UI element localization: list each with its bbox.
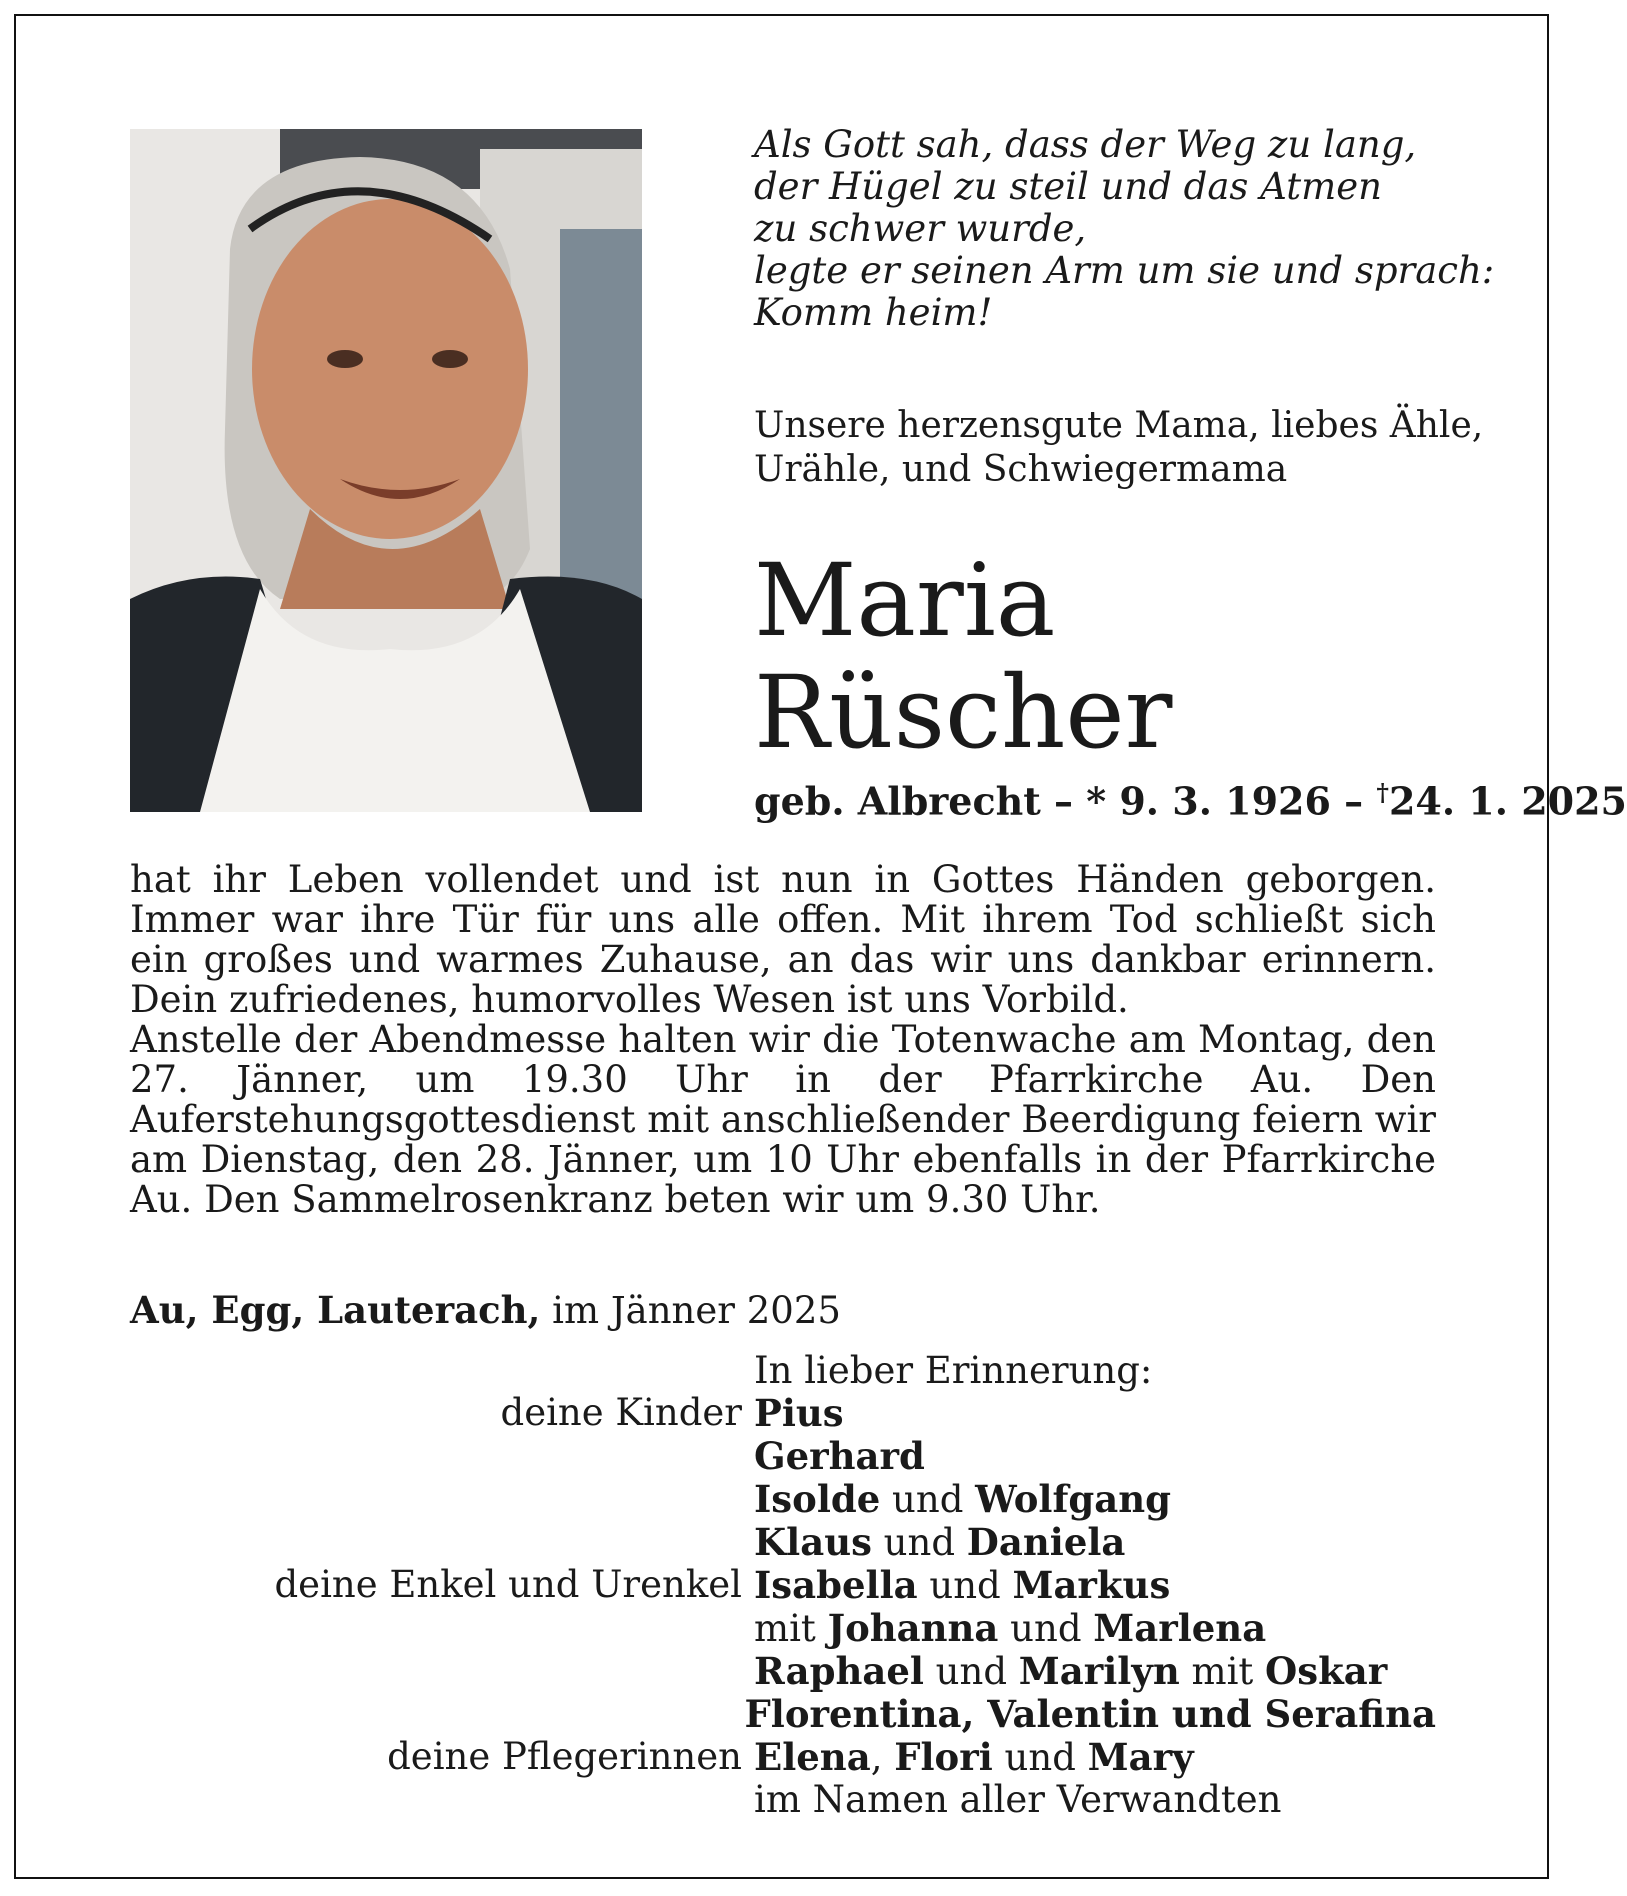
mourner-relation (130, 1779, 754, 1821)
intro-line: Urähle, und Schwiegermama (754, 449, 1288, 490)
mourner-name: Gerhard (754, 1434, 925, 1478)
first-name: Maria (754, 542, 1056, 659)
mourner-name: Wolfgang (975, 1477, 1171, 1521)
mourner-row (130, 1478, 1436, 1521)
mourner-connector: im Namen aller Verwandten (754, 1778, 1282, 1821)
mourner-connector: mit (754, 1607, 828, 1650)
mourner-name: Flori (894, 1735, 993, 1779)
mourner-relation (130, 1435, 754, 1478)
place-date (130, 1290, 841, 1331)
mourner-relation (130, 1478, 754, 1521)
mourner-connector: und (998, 1607, 1094, 1650)
mourner-name: Raphael (754, 1649, 924, 1693)
mourner-relation (130, 1521, 754, 1564)
mourner-names (754, 1779, 1436, 1821)
mourner-name: Marilyn (1018, 1649, 1180, 1693)
mourner-names (745, 1693, 1437, 1736)
mourner-row (130, 1779, 1436, 1821)
poem-line: Komm heim! (754, 291, 993, 334)
mourner-name: Florentina, Valentin und Serafina (744, 1692, 1436, 1736)
intro-line: Unsere herzensgute Mama, liebes Ähle, (754, 405, 1484, 446)
mourner-connector: und (880, 1478, 976, 1521)
poem-line: zu schwer wurde, (754, 207, 1087, 250)
mourners-list (130, 1350, 1436, 1821)
mourner-connector: und (871, 1521, 967, 1564)
mourner-connector: und (917, 1564, 1013, 1607)
poem-line: legte er seinen Arm um sie und sprach: (754, 249, 1495, 292)
mourner-name: Oskar (1265, 1649, 1388, 1693)
intro-text (754, 404, 1483, 492)
mourner-row (130, 1736, 1436, 1779)
portrait-photo (130, 129, 642, 812)
mourner-name: Elena (754, 1735, 871, 1779)
mourner-name: Pius (754, 1391, 844, 1435)
mourner-name: Daniela (966, 1520, 1126, 1564)
mourner-row (130, 1607, 1436, 1650)
mourner-connector: mit (1179, 1650, 1266, 1693)
birth-date: 9. 3. 1926 (1119, 778, 1331, 824)
mourner-connector: und (992, 1736, 1088, 1779)
mourner-names (754, 1564, 1436, 1607)
mourner-relation (130, 1650, 754, 1693)
last-name: Rüscher (754, 654, 1173, 771)
mourner-names (754, 1736, 1436, 1779)
birth-symbol: * (1086, 778, 1107, 824)
mourner-row (130, 1650, 1436, 1693)
mourner-row (130, 1435, 1436, 1478)
mourner-name: Mary (1087, 1735, 1194, 1779)
death-date: 24. 1. 2025 (1388, 778, 1627, 824)
mourner-names (754, 1478, 1436, 1521)
body-paragraph: Anstelle der Abendmesse halten wir die Totenwache am Montag, den 27. Jänner, um 19.30 Uhr in der Pfarrkirche Au. Den Auferstehungsgottesdienst mit anschließender Beerdigung feiern wir am Dienstag, den 28. Jänner, um 10 Uhr ebenfalls in der Pfarrkirche Au. Den Sammelrosenkranz beten wir um 9.30 Uhr. (130, 1018, 1436, 1221)
mourner-relation (130, 1607, 754, 1650)
mourner-row (130, 1392, 1436, 1435)
mourner-row (130, 1693, 1436, 1736)
born-name: geb. Albrecht (754, 778, 1041, 824)
mourner-connector: und (923, 1650, 1019, 1693)
mourner-names (754, 1392, 1436, 1435)
mourner-name: Markus (1012, 1563, 1171, 1607)
mourner-relation: deine Pflegerinnen (387, 1735, 742, 1778)
mourner-names (754, 1435, 1436, 1478)
mourner-relation (130, 1693, 745, 1736)
mourner-row (130, 1564, 1436, 1607)
body-paragraph: hat ihr Leben vollendet und ist nun in Gottes Händen geborgen. Immer war ihre Tür für uns alle offen. Mit ihrem Tod schließt sich ein großes und warmes Zuhause, an das wir uns dankbar erinnern. Dein zufriedenes, humorvolles Wesen ist uns Vorbild. (130, 858, 1436, 1021)
mourner-name: Isabella (754, 1563, 918, 1607)
obituary-body (130, 860, 1436, 1220)
mourners-heading: In lieber Erinnerung: (754, 1349, 1153, 1392)
mourner-names (754, 1607, 1436, 1650)
poem-line: der Hügel zu steil und das Atmen (754, 165, 1382, 208)
poem-line: Als Gott sah, dass der Weg zu lang, (754, 123, 1417, 166)
death-symbol: † (1376, 778, 1389, 807)
deceased-name (754, 542, 1173, 771)
place-month: im Jänner 2025 (552, 1289, 841, 1332)
mourner-name: Isolde (754, 1477, 881, 1521)
mourner-row (130, 1521, 1436, 1564)
mourner-connector: , (870, 1736, 895, 1779)
mourner-names (754, 1650, 1436, 1693)
mourner-name: Klaus (754, 1520, 872, 1564)
mourner-relation: deine Enkel und Urenkel (274, 1563, 742, 1606)
life-dates: geb. Albrecht – * 9. 3. 1926 – †24. 1. 2025 (754, 778, 1627, 824)
mourner-relation: deine Kinder (500, 1391, 742, 1434)
mourner-name: Johanna (827, 1606, 999, 1650)
mourner-names (754, 1521, 1436, 1564)
mourner-name: Marlena (1093, 1606, 1267, 1650)
mourners-heading-row (130, 1350, 1436, 1392)
poem (754, 124, 1494, 334)
place-towns: Au, Egg, Lauterach, (130, 1288, 541, 1332)
